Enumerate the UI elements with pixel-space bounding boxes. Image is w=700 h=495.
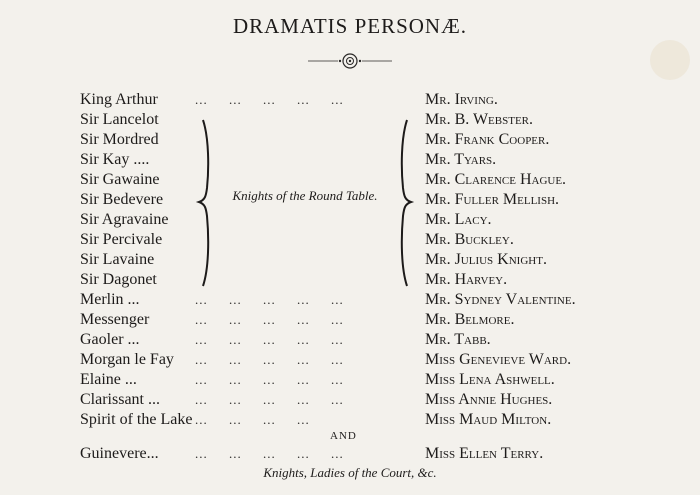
cast-row bbox=[0, 330, 700, 350]
dot-leader: ... ... ... ... ... bbox=[195, 372, 344, 387]
character-name: Merlin ... bbox=[80, 291, 140, 308]
and-label: AND bbox=[330, 430, 357, 442]
actor-name: Mr. Frank Cooper. bbox=[425, 131, 550, 148]
cast-row bbox=[0, 444, 700, 464]
cast-row bbox=[0, 150, 700, 170]
cast-row bbox=[0, 230, 700, 250]
dot-leader: ... ... ... ... ... bbox=[195, 292, 344, 307]
dot-leader: ... ... ... ... ... bbox=[195, 312, 344, 327]
cast-row bbox=[0, 130, 700, 150]
actor-name: Mr. B. Webster. bbox=[425, 111, 533, 128]
cast-row bbox=[0, 410, 700, 430]
actor-name: Mr. Julius Knight. bbox=[425, 251, 547, 268]
character-name: Sir Bedevere bbox=[80, 191, 164, 208]
cast-row bbox=[0, 90, 700, 110]
cast-row bbox=[0, 250, 700, 270]
actor-name: Mr. Tabb. bbox=[425, 331, 491, 348]
actor-name: Miss Genevieve Ward. bbox=[425, 351, 572, 368]
actor-name: Miss Lena Ashwell. bbox=[425, 371, 555, 388]
actor-name: Mr. Fuller Mellish. bbox=[425, 191, 560, 208]
cast-row bbox=[0, 370, 700, 390]
actor-name: Miss Maud Milton. bbox=[425, 411, 552, 428]
character-name: Spirit of the Lake bbox=[80, 411, 193, 428]
character-name: Sir Percivale bbox=[80, 231, 163, 248]
knights-label: Knights of the Round Table. bbox=[232, 188, 378, 203]
character-name: Sir Lavaine bbox=[80, 251, 155, 268]
dot-leader: ... ... ... ... ... bbox=[195, 332, 344, 347]
cast-row bbox=[0, 310, 700, 330]
character-name: Sir Agravaine bbox=[80, 211, 169, 228]
footer-note: Knights, Ladies of the Court, &c. bbox=[263, 465, 437, 480]
actor-name: Mr. Clarence Hague. bbox=[425, 171, 567, 188]
character-name: Sir Gawaine bbox=[80, 171, 160, 188]
character-name: Sir Lancelot bbox=[80, 111, 159, 128]
cast-row bbox=[0, 170, 700, 190]
page-title: DRAMATIS PERSONÆ. bbox=[232, 14, 468, 38]
cast-row bbox=[0, 210, 700, 230]
actor-name: Miss Annie Hughes. bbox=[425, 391, 553, 408]
character-name: Clarissant ... bbox=[80, 391, 160, 408]
ornament-icon bbox=[300, 50, 400, 72]
cast-row bbox=[0, 290, 700, 310]
character-name: Sir Kay .... bbox=[80, 151, 150, 168]
character-name: Sir Dagonet bbox=[80, 271, 157, 288]
cast-row bbox=[0, 190, 700, 210]
cast-row bbox=[0, 110, 700, 130]
actor-name: Mr. Harvey. bbox=[425, 271, 508, 288]
character-name: Gaoler ... bbox=[80, 331, 140, 348]
dot-leader: ... ... ... ... ... bbox=[195, 352, 344, 367]
cast-row bbox=[0, 270, 700, 290]
cast-row bbox=[0, 350, 700, 370]
dot-leader: ... ... ... ... bbox=[195, 412, 310, 427]
dot-leader: ... ... ... ... ... bbox=[195, 92, 344, 107]
dot-leader: ... ... ... ... ... bbox=[195, 392, 344, 407]
actor-name: Mr. Sydney Valentine. bbox=[425, 291, 576, 308]
character-name: Guinevere... bbox=[80, 445, 159, 462]
actor-name: Mr. Lacy. bbox=[425, 211, 492, 228]
actor-name: Mr. Belmore. bbox=[425, 311, 515, 328]
character-name: King Arthur bbox=[80, 91, 158, 108]
actor-name: Mr. Buckley. bbox=[425, 231, 514, 248]
character-name: Sir Mordred bbox=[80, 131, 159, 148]
dot-leader: ... ... ... ... ... bbox=[195, 446, 344, 461]
character-name: Morgan le Fay bbox=[80, 351, 174, 368]
cast-row bbox=[0, 390, 700, 410]
actor-name: Mr. Tyars. bbox=[425, 151, 497, 168]
character-name: Messenger bbox=[80, 311, 150, 328]
actor-name: Mr. Irving. bbox=[425, 91, 498, 108]
paper-stain bbox=[650, 40, 690, 80]
actor-name: Miss Ellen Terry. bbox=[425, 445, 544, 462]
character-name: Elaine ... bbox=[80, 371, 137, 388]
